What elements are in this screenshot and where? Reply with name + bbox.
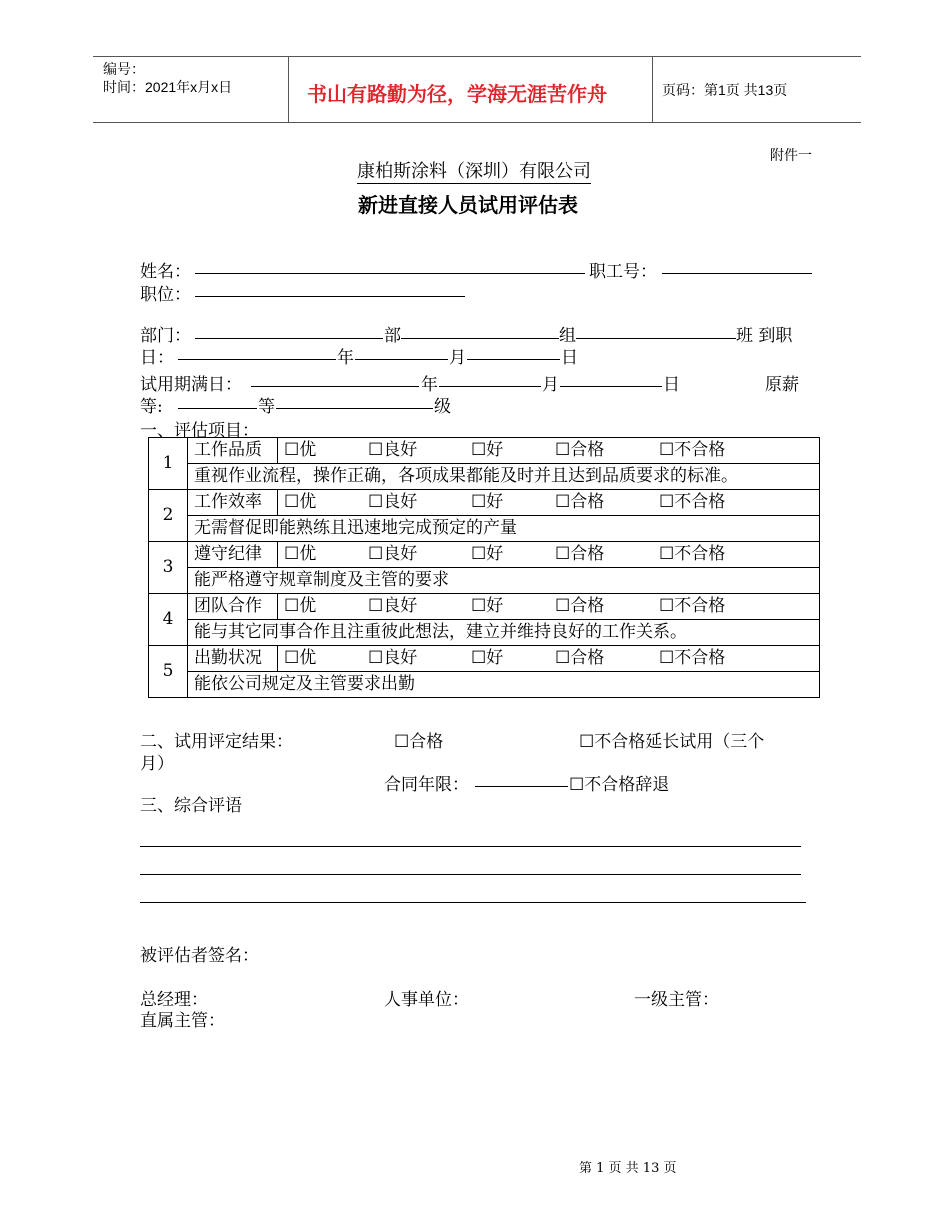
hr-signature-label: 人事单位：	[384, 990, 469, 1010]
result-extend-cont: 月）	[140, 754, 174, 774]
option-pass-checkbox[interactable]: ☐合格	[555, 648, 605, 668]
section2-title: 二、试用评定结果：	[140, 732, 293, 752]
position-input-line[interactable]	[195, 296, 465, 297]
eval-row-1	[149, 438, 820, 464]
eval-options	[278, 438, 820, 464]
eval-row-5	[149, 646, 820, 672]
header-divider-right	[652, 57, 653, 123]
employee-no-input-line[interactable]	[662, 273, 812, 274]
header-bottom-rule	[93, 122, 861, 123]
option-fail-checkbox[interactable]: ☐不合格	[659, 648, 726, 668]
gm-signature-label: 总经理：	[140, 990, 208, 1010]
eval-item-description: 能与其它同事合作且注重彼此想法，建立并维持良好的工作关系。	[188, 620, 820, 646]
eval-options	[278, 594, 820, 620]
option-pass-checkbox[interactable]: ☐合格	[555, 596, 605, 616]
hire-date-label: 日	[561, 348, 578, 368]
eval-row-2	[149, 490, 820, 516]
hire-day-label: 日：	[140, 348, 174, 368]
hire-date-input-line[interactable]	[467, 359, 560, 360]
eval-options	[278, 646, 820, 672]
option-excellent-checkbox[interactable]: ☐优	[284, 440, 317, 460]
eval-item-description: 能依公司规定及主管要求出勤	[188, 672, 820, 698]
bu-input-line[interactable]	[401, 338, 559, 339]
option-good-checkbox[interactable]: ☐良好	[368, 596, 418, 616]
eval-item-name: 出勤状况	[188, 646, 278, 672]
company-name: 康柏斯涂料（深圳）有限公司	[357, 161, 591, 182]
section1-title: 一、评估项目：	[140, 421, 259, 441]
eval-row-3	[149, 542, 820, 568]
trial-year-label: 年	[421, 375, 438, 395]
level-label: 级	[434, 397, 451, 417]
option-good-checkbox[interactable]: ☐良好	[368, 648, 418, 668]
option-excellent-checkbox[interactable]: ☐优	[284, 492, 317, 512]
grade-label: 等:	[140, 397, 163, 417]
first-level-supervisor-label: 一级主管：	[634, 990, 719, 1010]
bu-label: 部	[384, 326, 401, 346]
option-excellent-checkbox[interactable]: ☐优	[284, 648, 317, 668]
original-salary-label: 原薪	[765, 375, 799, 395]
evaluation-table	[148, 437, 820, 698]
comment-line-1[interactable]	[140, 846, 801, 847]
form-title: 新进直接人员试用评估表	[358, 193, 578, 217]
eval-desc-row	[149, 464, 820, 490]
section3-title: 三、综合评语	[140, 796, 242, 816]
eval-desc-row	[149, 568, 820, 594]
hire-year-label: 年	[337, 348, 354, 368]
eval-item-number: 1	[149, 438, 188, 490]
option-fine-checkbox[interactable]: ☐好	[471, 440, 504, 460]
option-pass-checkbox[interactable]: ☐合格	[555, 544, 605, 564]
page-indicator: 页码：第1页 共13页	[662, 82, 788, 98]
eval-desc-row	[149, 620, 820, 646]
result-pass-checkbox[interactable]: ☐合格	[394, 732, 444, 752]
option-excellent-checkbox[interactable]: ☐优	[284, 596, 317, 616]
employee-no-label: 职工号：	[589, 262, 657, 282]
eval-item-number: 2	[149, 490, 188, 542]
evaluatee-signature-label: 被评估者签名：	[140, 946, 259, 966]
option-good-checkbox[interactable]: ☐良好	[368, 492, 418, 512]
dept-input-line[interactable]	[195, 338, 383, 339]
eval-options	[278, 490, 820, 516]
eval-item-name: 团队合作	[188, 594, 278, 620]
doc-time-label: 时间：2021年x月x日	[103, 79, 233, 95]
option-fine-checkbox[interactable]: ☐好	[471, 648, 504, 668]
trial-year-input-line[interactable]	[251, 386, 419, 387]
grade2-label: 等	[258, 397, 275, 417]
eval-item-number: 5	[149, 646, 188, 698]
eval-options	[278, 542, 820, 568]
option-fail-checkbox[interactable]: ☐不合格	[659, 440, 726, 460]
hire-month-label: 月	[449, 348, 466, 368]
zu-input-line[interactable]	[576, 338, 736, 339]
eval-item-description: 重视作业流程，操作正确，各项成果都能及时并且达到品质要求的标准。	[188, 464, 820, 490]
eval-item-name: 工作品质	[188, 438, 278, 464]
attachment-label: 附件一	[770, 148, 812, 164]
option-fail-checkbox[interactable]: ☐不合格	[659, 492, 726, 512]
eval-row-4	[149, 594, 820, 620]
option-fine-checkbox[interactable]: ☐好	[471, 492, 504, 512]
option-fail-checkbox[interactable]: ☐不合格	[659, 596, 726, 616]
option-fail-checkbox[interactable]: ☐不合格	[659, 544, 726, 564]
trial-month-input-line[interactable]	[439, 386, 541, 387]
option-good-checkbox[interactable]: ☐良好	[368, 440, 418, 460]
option-excellent-checkbox[interactable]: ☐优	[284, 544, 317, 564]
zu-label: 组	[559, 326, 576, 346]
header-top-rule	[93, 56, 861, 57]
header-divider-left	[288, 57, 289, 123]
eval-desc-row	[149, 672, 820, 698]
option-fine-checkbox[interactable]: ☐好	[471, 544, 504, 564]
result-dismiss-checkbox[interactable]: ☐不合格辞退	[569, 775, 670, 795]
trial-day-label: 日	[663, 375, 680, 395]
option-pass-checkbox[interactable]: ☐合格	[555, 440, 605, 460]
eval-item-description: 无需督促即能熟练且迅速地完成预定的产量	[188, 516, 820, 542]
name-input-line[interactable]	[195, 273, 585, 274]
contract-years-label: 合同年限：	[384, 775, 469, 795]
option-good-checkbox[interactable]: ☐良好	[368, 544, 418, 564]
eval-desc-row	[149, 516, 820, 542]
eval-item-number: 3	[149, 542, 188, 594]
position-label: 职位：	[140, 285, 191, 305]
result-extend-checkbox[interactable]: ☐不合格延长试用（三个	[579, 732, 765, 752]
level-input-line[interactable]	[276, 408, 433, 409]
footer-page-number: 第 1 页 共 13 页	[579, 1161, 677, 1176]
ban-daozhi-label: 班 到职	[736, 326, 793, 346]
hire-month-input-line[interactable]	[355, 359, 448, 360]
doc-number-label: 编号：	[103, 61, 145, 77]
eval-item-description: 能严格遵守规章制度及主管的要求	[188, 568, 820, 594]
direct-supervisor-label: 直属主管：	[140, 1011, 225, 1031]
trial-end-label: 试用期满日：	[140, 375, 242, 395]
eval-item-name: 遵守纪律	[188, 542, 278, 568]
name-field-label: 姓名：	[140, 262, 191, 282]
dept-label: 部门：	[140, 326, 191, 346]
comment-line-3[interactable]	[140, 902, 806, 903]
contract-years-input-line[interactable]	[475, 786, 568, 787]
eval-item-number: 4	[149, 594, 188, 646]
hire-year-input-line[interactable]	[178, 359, 336, 360]
grade-input-line[interactable]	[178, 408, 257, 409]
header-slogan: 书山有路勤为径，学海无涯苦作舟	[307, 82, 607, 106]
trial-day-input-line[interactable]	[560, 386, 662, 387]
option-pass-checkbox[interactable]: ☐合格	[555, 492, 605, 512]
option-fine-checkbox[interactable]: ☐好	[471, 596, 504, 616]
eval-item-name: 工作效率	[188, 490, 278, 516]
comment-line-2[interactable]	[140, 874, 801, 875]
trial-month-label: 月	[542, 375, 559, 395]
